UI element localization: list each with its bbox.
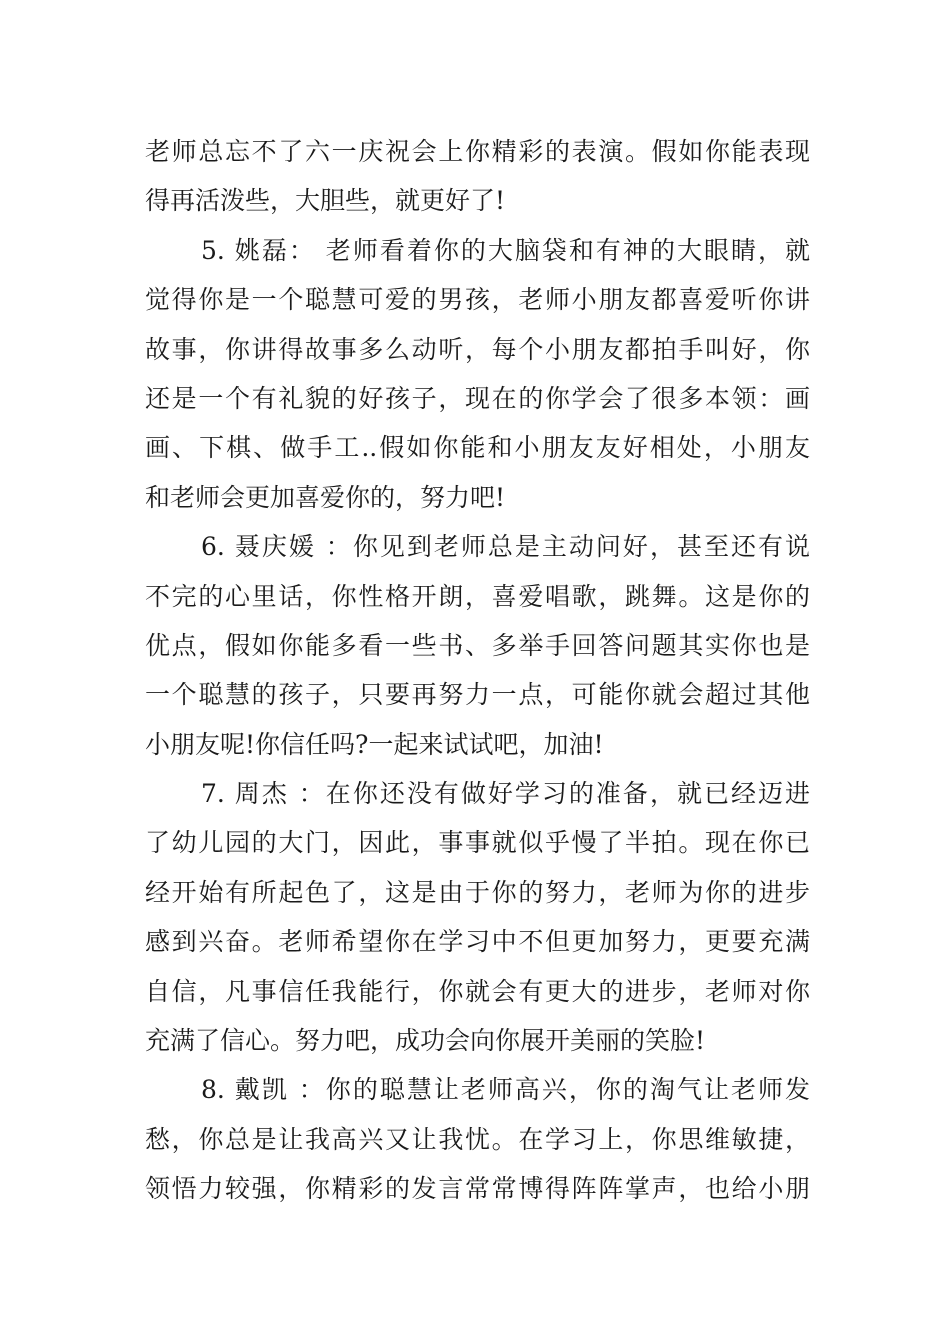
text-line: 故事，你讲得故事多么动听，每个小朋友都拍手叫好，你 [145, 334, 810, 364]
text-line: 不完的心里话，你性格开朗，喜爱唱歌，跳舞。这是你的 [145, 581, 810, 611]
text-line: 还是一个有礼貌的好孩子，现在的你学会了很多本领：画 [145, 383, 810, 413]
text-line: 充满了信心。努力吧，成功会向你展开美丽的笑脸! [145, 1026, 706, 1056]
text-line: 感到兴奋。老师希望你在学习中不但更加努力，更要充满 [145, 927, 810, 957]
text-line: 自信，凡事信任我能行，你就会有更大的进步，老师对你 [145, 976, 810, 1006]
text-line: 优点，假如你能多看一些书、多举手回答问题其实你也是 [145, 630, 810, 660]
text-line: 5. 姚磊： 老师看着你的大脑袋和有神的大眼睛，就 [201, 235, 810, 265]
text-line: 得再活泼些，大胆些，就更好了! [145, 186, 506, 216]
text-line: 6. 聂庆媛 ：你见到老师总是主动问好，甚至还有说 [201, 532, 810, 562]
text-line: 觉得你是一个聪慧可爱的男孩，老师小朋友都喜爱听你讲 [145, 285, 810, 315]
text-line: 领悟力较强，你精彩的发言常常博得阵阵掌声，也给小朋 [145, 1174, 810, 1204]
text-line: 经开始有所起色了，这是由于你的努力，老师为你的进步 [145, 877, 810, 907]
text-line: 画、下棋、做手工..假如你能和小朋友友好相处，小朋友 [145, 433, 810, 463]
text-line: 7. 周杰 ：在你还没有做好学习的准备，就已经迈进 [201, 779, 810, 809]
text-line: 愁，你总是让我高兴又让我忧。在学习上，你思维敏捷， [145, 1124, 810, 1154]
text-line: 老师总忘不了六一庆祝会上你精彩的表演。假如你能表现 [145, 137, 810, 166]
text-line: 8. 戴凯 ：你的聪慧让老师高兴，你的淘气让老师发 [201, 1075, 810, 1105]
document-body [145, 127, 810, 1214]
text-line: 了幼儿园的大门，因此，事事就似乎慢了半拍。现在你已 [145, 828, 810, 858]
text-line: 和老师会更加喜爱你的，努力吧! [145, 482, 506, 512]
text-line: 小朋友呢!你信任吗?一起来试试吧，加油! [145, 729, 604, 759]
text-line: 一个聪慧的孩子，只要再努力一点，可能你就会超过其他 [145, 680, 810, 710]
